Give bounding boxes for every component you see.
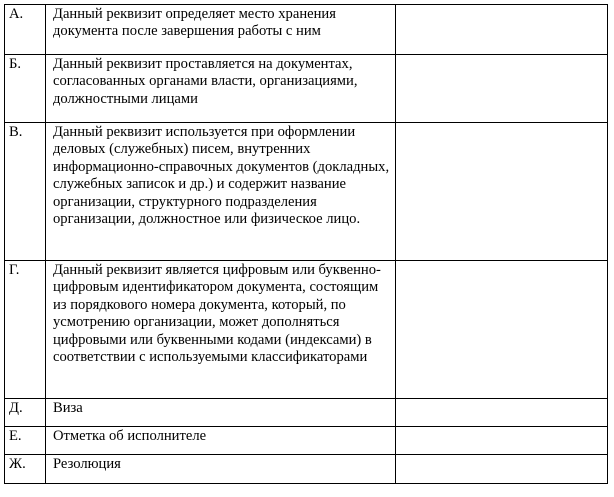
- requisites-table: [4, 4, 608, 484]
- row-answer-cell: [396, 261, 608, 399]
- row-description: Виза: [46, 399, 396, 427]
- table-row: [5, 455, 608, 484]
- table-row: [5, 55, 608, 123]
- row-answer-cell: [396, 427, 608, 455]
- row-description: Данный реквизит является цифровым или буквенно-цифровым идентификатором документа, состоящим из порядкового номера документа, который, по усмотрению организации, может дополняться цифровыми или буквенными кодами (индексами) в соответствии с используемыми классификаторами: [46, 261, 396, 399]
- table-row: [5, 5, 608, 55]
- row-letter: Д.: [5, 399, 46, 427]
- table-row: [5, 399, 608, 427]
- row-letter: Ж.: [5, 455, 46, 484]
- row-letter: Б.: [5, 55, 46, 123]
- table-row: [5, 427, 608, 455]
- row-answer-cell: [396, 55, 608, 123]
- row-letter: В.: [5, 123, 46, 261]
- table-row: [5, 123, 608, 261]
- row-description: Данный реквизит используется при оформлении деловых (служебных) писем, внутренних информационно-справочных документов (докладных, служебных записок и др.) и содержит название организации, структурного подразделения организации, должностное или физическое лицо.: [46, 123, 396, 261]
- row-description: Резолюция: [46, 455, 396, 484]
- row-answer-cell: [396, 455, 608, 484]
- row-description: Данный реквизит проставляется на документах, согласованных органами власти, организациями, должностными лицами: [46, 55, 396, 123]
- row-description: Отметка об исполнителе: [46, 427, 396, 455]
- row-letter: А.: [5, 5, 46, 55]
- row-description: Данный реквизит определяет место хранения документа после завершения работы с ним: [46, 5, 396, 55]
- row-letter: Г.: [5, 261, 46, 399]
- table-row: [5, 261, 608, 399]
- row-answer-cell: [396, 399, 608, 427]
- row-answer-cell: [396, 5, 608, 55]
- row-answer-cell: [396, 123, 608, 261]
- row-letter: Е.: [5, 427, 46, 455]
